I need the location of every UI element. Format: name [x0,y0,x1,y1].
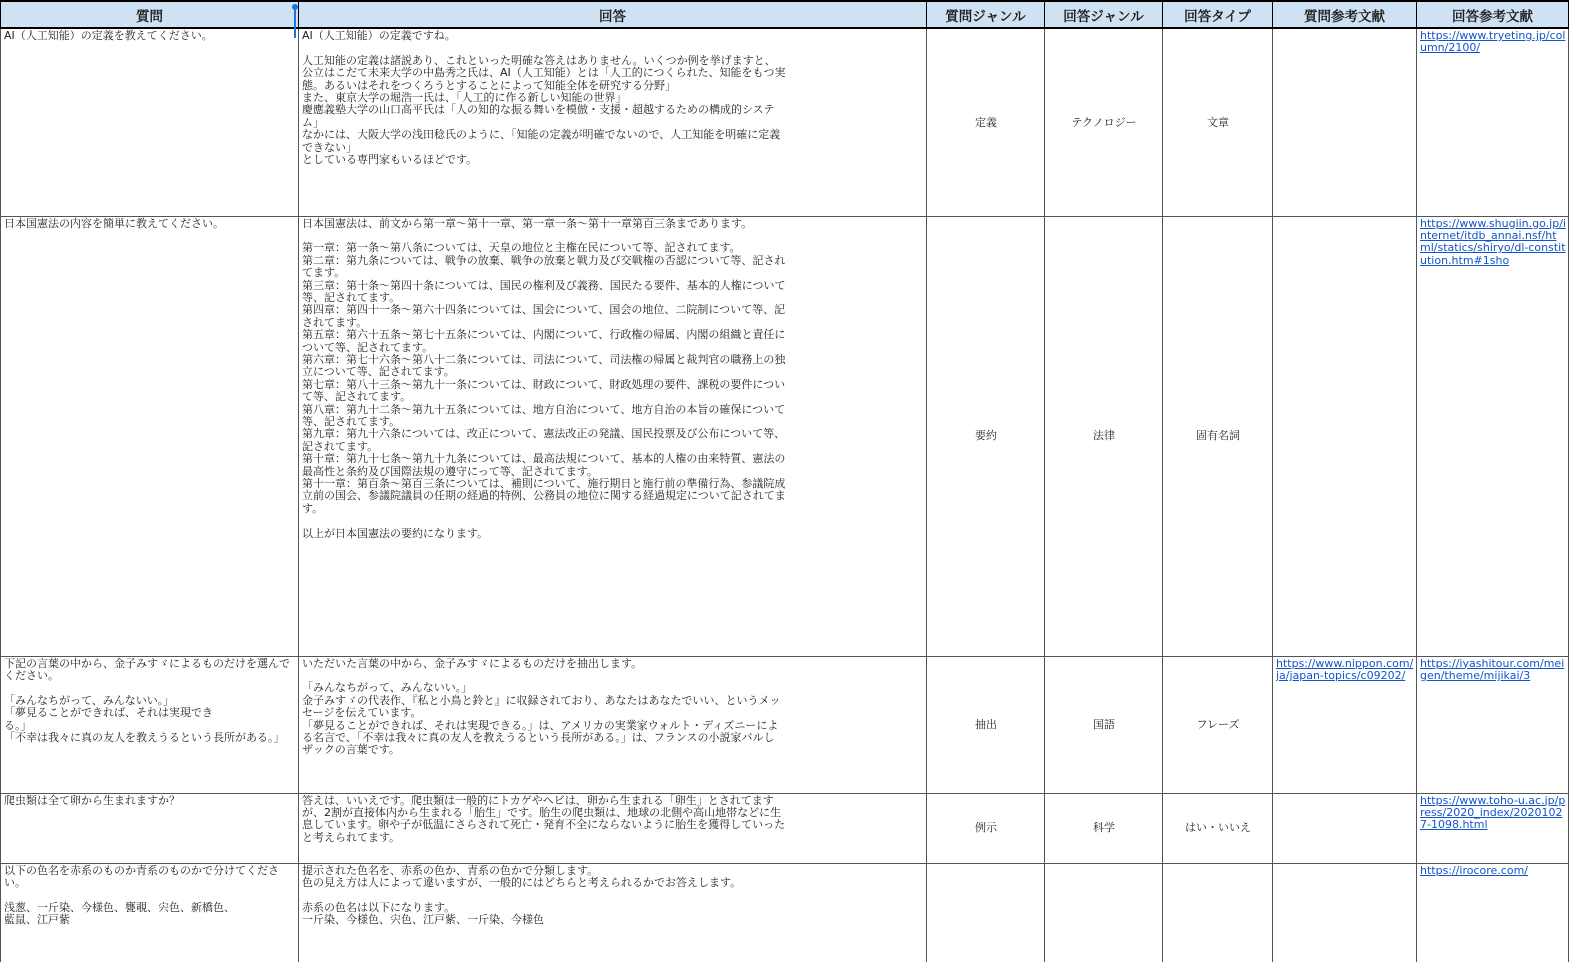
answer-type-cell[interactable]: はい・いいえ [1163,793,1273,863]
table-row [1,28,1569,216]
answer-ref-link[interactable]: https://www.shugiin.go.jp/internet/itdb_annai.nsf/html/statics/shiryo/dl-constitution.htm#1sho [1417,216,1569,656]
answer-type-cell[interactable]: 文章 [1163,28,1273,216]
table-row [1,656,1569,793]
column-selection-marker [294,8,296,38]
answer-genre-cell[interactable]: 法律 [1045,216,1163,656]
answer-cell[interactable]: AI（人工知能）の定義ですね。 人工知能の定義は諸説あり、これといった明確な答えはありません。いくつか例を挙げますと、 公立はこだて未来大学の中島秀之氏は、AI（人工知能）とは「人工的につくられた、知能をもつ実 態。あるいはそれをつくろうとすることによって知能全体を研究する分野」 また、東京大学の堀浩一氏は、「人工的に作る新しい知能の世界」 慶應義塾大学の山口高平氏は「人の知的な振る舞いを模倣・支援・超越するための構成的システ ム」 なかには、大阪大学の浅田稔氏のように、「知能の定義が明確でないので、人工知能を明確に定義 できない」 としている専門家もいるほどです。 [299,28,927,216]
answer-type-cell[interactable]: 固有名詞 [1163,216,1273,656]
question-genre-cell[interactable]: 例示 [927,793,1045,863]
question-cell[interactable]: 爬虫類は全て卵から生まれますか？ [1,793,299,863]
header-answer-type[interactable]: 回答タイプ [1163,1,1273,28]
header-row [1,1,1569,28]
header-question-ref[interactable]: 質問参考文献 [1273,1,1417,28]
table-row [1,793,1569,863]
question-ref-link[interactable] [1273,216,1417,656]
question-cell[interactable]: 日本国憲法の内容を簡単に教えてください。 [1,216,299,656]
table-row [1,216,1569,656]
question-genre-cell[interactable]: 定義 [927,28,1045,216]
question-genre-cell[interactable]: 抽出 [927,656,1045,793]
question-genre-cell[interactable] [927,863,1045,962]
question-cell[interactable]: AI（人工知能）の定義を教えてください。 [1,28,299,216]
question-ref-link[interactable] [1273,28,1417,216]
header-question-genre[interactable]: 質問ジャンル [927,1,1045,28]
question-ref-link[interactable] [1273,793,1417,863]
question-ref-link[interactable]: https://www.nippon.com/ja/japan-topics/c09202/ [1273,656,1417,793]
header-answer-genre[interactable]: 回答ジャンル [1045,1,1163,28]
answer-genre-cell[interactable] [1045,863,1163,962]
answer-ref-link[interactable]: https://www.tryeting.jp/column/2100/ [1417,28,1569,216]
answer-type-cell[interactable]: フレーズ [1163,656,1273,793]
answer-ref-link[interactable]: https://www.toho-u.ac.jp/press/2020_index/20201027-1098.html [1417,793,1569,863]
header-question[interactable]: 質問 [1,1,299,28]
answer-ref-link[interactable]: https://irocore.com/ [1417,863,1569,962]
answer-genre-cell[interactable]: 科学 [1045,793,1163,863]
table-row [1,863,1569,962]
answer-type-cell[interactable] [1163,863,1273,962]
answer-ref-link[interactable]: https://iyashitour.com/meigen/theme/mijikai/3 [1417,656,1569,793]
header-answer-ref[interactable]: 回答参考文献 [1417,1,1569,28]
answer-cell[interactable]: 答えは、いいえです。爬虫類は一般的にトカゲやヘビは、卵から生まれる「卵生」とされてます が、2割が直接体内から生まれる「胎生」です。胎生の爬虫類は、地球の北側や高山地帯などに生 息しています。卵や子が低温にさらされて死亡・発育不全にならないように胎生を獲得していった と考えられてます。 [299,793,927,863]
answer-genre-cell[interactable]: テクノロジー [1045,28,1163,216]
header-answer[interactable]: 回答 [299,1,927,28]
answer-cell[interactable]: いただいた言葉の中から、金子みすゞによるものだけを抽出します。 「みんなちがって、みんないい。」 金子みすゞの代表作、『私と小鳥と鈴と』に収録されており、あなたはあなたでいい、というメッ セージを伝えています。 「夢見ることができれば、それは実現できる。」は、アメリカの実業家ウォルト・ディズニーによ る名言で、「不幸は我々に真の友人を教えうるという長所がある。」は、フランスの小説家バルし ザックの言葉です。 [299,656,927,793]
answer-cell[interactable]: 日本国憲法は、前文から第一章〜第十一章、第一章一条〜第十一章第百三条まであります。 第一章：第一条〜第八条については、天皇の地位と主権在民について等、記されてます。 第二章：第九条については、戦争の放棄、戦争の放棄と戦力及び交戦権の否認について等、記され てます。 第三章：第十条〜第四十条については、国民の権利及び義務、国民たる要件、基本的人権について 等、記されてます。 第四章：第四十一条〜第六十四条については、国会について、国会の地位、二院制について等、記 されてます。 第五章：第六十五条〜第七十五条については、内閣について、行政権の帰属、内閣の組織と責任に ついて等、記されてます。 第六章：第七十六条〜第八十二条については、司法について、司法権の帰属と裁判官の職務上の独 立について等、記されてます。 第七章：第八十三条〜第九十一条については、財政について、財政処理の要件、課税の要件につい て等、記されてます。 第八章：第九十二条〜第九十五条については、地方自治について、地方自治の本旨の確保について 等、記されてます。 第九章：第九十六条については、改正について、憲法改正の発議、国民投票及び公布について等、 記されてます。 第十章：第九十七条〜第九十九条については、最高法規について、基本的人権の由来特質、憲法の 最高性と条約及び国際法規の遵守にって等、記されてます。 第十一章：第百条〜第百三条については、補則について、施行期日と施行前の準備行為、参議院成 立前の国会、参議院議員の任期の経過的特例、公務員の地位に関する経過規定について記されてま す。 以上が日本国憲法の要約になります。 [299,216,927,656]
question-ref-link[interactable] [1273,863,1417,962]
answer-cell[interactable]: 提示された色名を、赤系の色か、青系の色かで分類します。 色の見え方は人によって違いますが、一般的にはどちらと考えられるかでお答えします。 赤系の色名は以下になります。 一斤染、今様色、宍色、江戸紫、一斤染、今様色 [299,863,927,962]
question-cell[interactable]: 以下の色名を赤系のものか青系のものかで分けてください。 浅葱、一斤染、今様色、甕覗、宍色、新橋色、 藍鼠、江戸紫 [1,863,299,962]
question-cell[interactable]: 下記の言葉の中から、金子みすゞによるものだけを選んでください。 「みんなちがって、みんないい。」 「夢見ることができれば、それは実現でき る。」 「不幸は我々に真の友人を教えうるという長所がある。」 [1,656,299,793]
question-genre-cell[interactable]: 要約 [927,216,1045,656]
answer-genre-cell[interactable]: 国語 [1045,656,1163,793]
